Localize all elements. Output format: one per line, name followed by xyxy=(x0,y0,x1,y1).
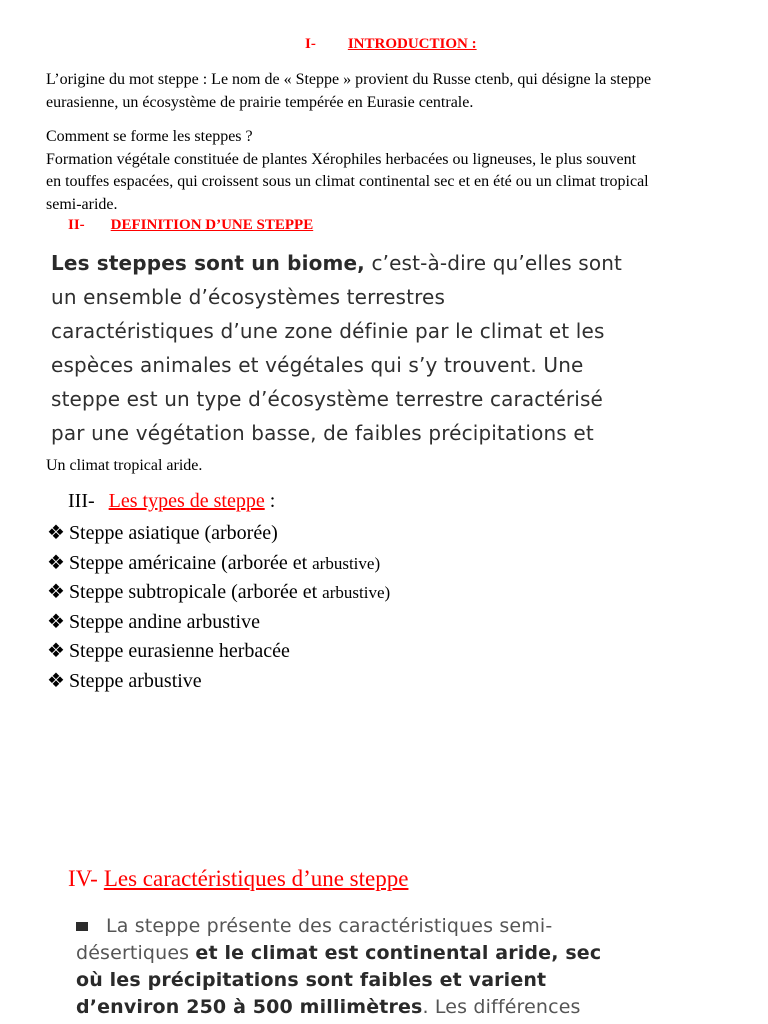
definition-line: par une végétation basse, de faibles précipitations et xyxy=(51,421,594,445)
characteristics-bold-text: et le climat est continental aride, sec xyxy=(195,942,602,964)
definition-tail: Un climat tropical aride. xyxy=(46,457,203,474)
list-item xyxy=(47,638,390,668)
characteristics-bold-text: d’environ 250 à 500 millimètres xyxy=(76,996,423,1018)
list-item-text: Steppe eurasienne herbacée xyxy=(68,640,290,662)
diamond-bullet-icon: ❖ xyxy=(47,581,65,603)
section-1-heading xyxy=(305,36,477,53)
list-item xyxy=(47,550,390,580)
list-item-text: Steppe andine arbustive xyxy=(68,610,260,633)
list-item-text: Steppe subtropicale (arborée et xyxy=(68,581,323,603)
characteristics-text: désertiques xyxy=(76,942,196,964)
section-1-title: INTRODUCTION : xyxy=(347,36,477,52)
definition-line: steppe est un type d’écosystème terrestre caractérisé xyxy=(51,387,603,411)
section-3-title: Les types de steppe xyxy=(108,490,265,512)
definition-line xyxy=(51,251,622,285)
list-item xyxy=(47,520,390,550)
section-2-title: DEFINITION D’UNE STEPPE xyxy=(110,217,314,233)
diamond-bullet-icon: ❖ xyxy=(47,610,65,633)
section-3-heading xyxy=(68,490,275,513)
list-item-text-small: arbustive) xyxy=(312,553,381,573)
section-1-number: I- xyxy=(305,36,316,52)
characteristics-text: . Les différences xyxy=(422,996,581,1018)
section-2-number: II- xyxy=(68,217,85,233)
characteristics-bold-text: où les précipitations sont faibles et varient xyxy=(76,969,547,991)
formation-paragraph xyxy=(46,126,746,216)
formation-line: semi-aride. xyxy=(46,195,118,213)
section-4-title: Les caractéristiques d’une steppe xyxy=(103,866,409,891)
list-item-text-small: arbustive) xyxy=(322,583,391,602)
characteristics-text: La steppe présente des caractéristiques semi- xyxy=(106,915,553,937)
intro-paragraph xyxy=(46,69,746,114)
section-3-number: III- xyxy=(68,490,95,512)
list-item xyxy=(47,668,390,698)
definition-line: espèces animales et végétales qui s’y trouvent. Une xyxy=(51,353,584,377)
intro-line: eurasienne, un écosystème de prairie tempérée en Eurasie centrale. xyxy=(46,93,474,111)
diamond-bullet-icon: ❖ xyxy=(47,669,65,692)
intro-line: L’origine du mot steppe : Le nom de « Steppe » provient du Russe ctenb, qui désigne la steppe xyxy=(46,71,652,88)
definition-line: caractéristiques d’une zone définie par le climat et les xyxy=(51,319,605,343)
definition-block xyxy=(51,251,622,455)
list-item xyxy=(47,609,390,639)
characteristics-line xyxy=(76,969,601,996)
definition-bold-lead: Les steppes sont un biome, xyxy=(51,251,365,275)
steppe-types-list xyxy=(47,520,390,697)
formation-line: en touffes espacées, qui croissent sous un climat continental sec et en été ou un climat tropical xyxy=(46,173,649,190)
list-item-text: Steppe asiatique (arborée) xyxy=(68,522,278,544)
list-item-text: Steppe arbustive xyxy=(68,669,202,692)
characteristics-line xyxy=(76,942,601,969)
formation-line: Formation végétale constituée de plantes Xérophiles herbacées ou ligneuses, le plus souvent xyxy=(46,150,637,168)
definition-line: un ensemble d’écosystèmes terrestres xyxy=(51,285,446,309)
square-bullet-icon xyxy=(76,922,88,931)
diamond-bullet-icon: ❖ xyxy=(47,640,65,662)
characteristics-block xyxy=(76,915,601,1023)
characteristics-line xyxy=(76,996,601,1023)
section-4-heading xyxy=(68,866,408,892)
question-line: Comment se forme les steppes ? xyxy=(46,128,253,145)
characteristics-line xyxy=(76,915,601,942)
list-item-text: Steppe américaine (arborée et xyxy=(68,551,313,574)
diamond-bullet-icon: ❖ xyxy=(47,522,65,544)
section-3-colon: : xyxy=(264,490,276,512)
definition-line-rest: c’est-à-dire qu’elles sont xyxy=(364,251,623,275)
section-2-heading xyxy=(68,217,313,234)
list-item xyxy=(47,579,390,609)
diamond-bullet-icon: ❖ xyxy=(47,551,65,574)
section-4-number: IV- xyxy=(68,866,98,891)
